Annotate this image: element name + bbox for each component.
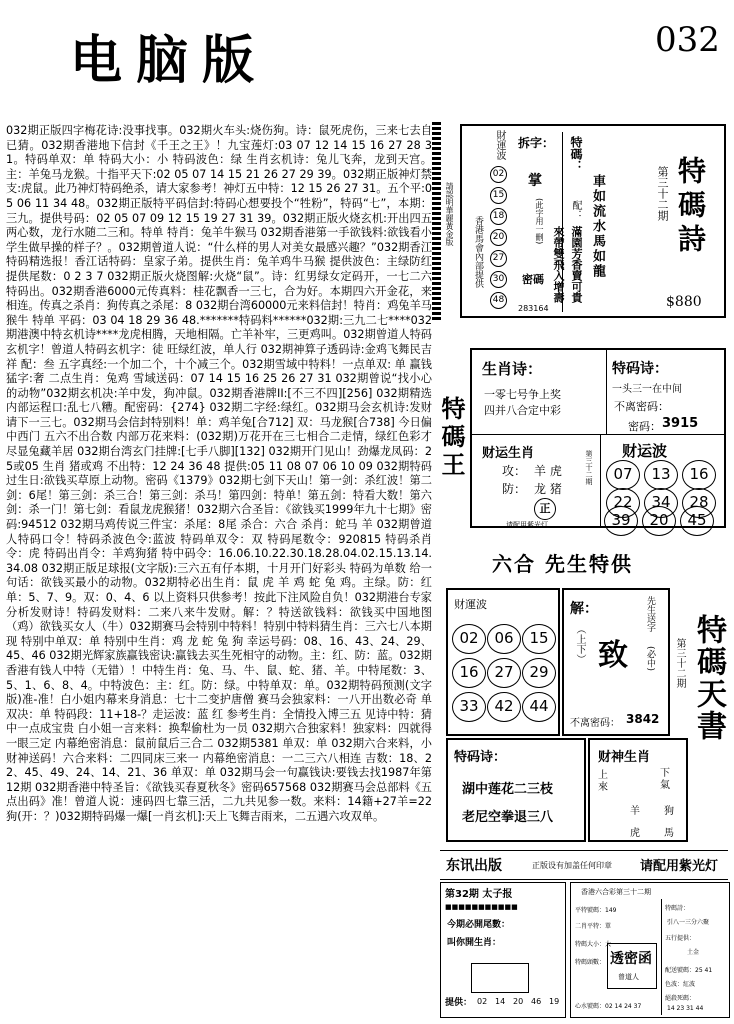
secret-code: 3842 bbox=[626, 712, 660, 726]
touming-row: 二肖平特：單 bbox=[575, 923, 612, 930]
bo-number: 02 bbox=[452, 624, 486, 654]
bo-number: 06 bbox=[487, 624, 521, 654]
gong-value: 羊 虎 bbox=[534, 464, 562, 478]
poem-line-2: 滿園芳香賣可貴 bbox=[570, 226, 583, 303]
touming-right-row: 特碼詩： bbox=[665, 905, 690, 912]
bo-number: 15 bbox=[490, 187, 507, 204]
touming-sub-label: 曾道人 bbox=[618, 973, 639, 981]
liuhe-jie-frame bbox=[562, 588, 670, 736]
temashi-line: 一头三一在中间 bbox=[612, 384, 682, 395]
taizi-bao bbox=[440, 882, 566, 1018]
liuhe-banner: 六合 先生特供 bbox=[492, 552, 633, 576]
gong-label: 攻： bbox=[502, 464, 527, 478]
poem-line-1: 車如流水馬如龍 bbox=[590, 174, 605, 279]
xianshou-label: 先生送字 bbox=[645, 596, 655, 632]
side-strip-pattern bbox=[432, 122, 441, 320]
price: $880 bbox=[666, 294, 702, 310]
bo-number: 13 bbox=[644, 460, 678, 490]
bo-number: 18 bbox=[490, 208, 507, 225]
taizi-number: 20 bbox=[513, 997, 524, 1006]
bo-number: 07 bbox=[606, 460, 640, 490]
divider bbox=[600, 434, 601, 526]
bottom-label: 下 bbox=[660, 768, 670, 779]
taizi-number: 14 bbox=[495, 997, 506, 1006]
temashi-label: 特码诗： bbox=[612, 361, 668, 377]
caiyun-bo-title: 财运波 bbox=[622, 442, 668, 460]
tema-wang-section bbox=[432, 340, 728, 530]
tema-label: 特碼： bbox=[569, 136, 583, 172]
zhezi-label: 拆字： bbox=[518, 136, 555, 150]
secret-label: 不离密码： bbox=[614, 400, 669, 413]
taizi-number: 46 bbox=[531, 997, 542, 1006]
bo-number: 33 bbox=[452, 692, 486, 722]
bo-number: 16 bbox=[682, 460, 716, 490]
zhezi-hint: (此字用一刪) bbox=[535, 198, 544, 245]
bo-number: 15 bbox=[522, 624, 556, 654]
bo-number: 44 bbox=[522, 692, 556, 722]
bo-number: 02 bbox=[490, 166, 507, 183]
bo-number: 20 bbox=[490, 229, 507, 246]
touming-right-row: 14 23 31 44 bbox=[667, 1005, 704, 1012]
touming-box bbox=[607, 943, 657, 989]
bo-number: 16 bbox=[452, 658, 486, 688]
xianshou-sub: (必中) bbox=[645, 646, 655, 672]
touming-big-label: 透密函 bbox=[610, 951, 652, 967]
caiyun-bo-label: 财運波 bbox=[454, 598, 487, 611]
bo-number: 34 bbox=[644, 488, 678, 518]
secret-label: 不离密码： bbox=[570, 718, 620, 729]
touming-han bbox=[570, 882, 730, 1018]
fang-value: 龙 猪 bbox=[534, 482, 562, 496]
touming-right-row: 五行提供： bbox=[665, 935, 696, 942]
animal: 馬 bbox=[664, 828, 674, 839]
side-strip-text: 請認明華麗黃金版 bbox=[445, 182, 454, 246]
bo-number: 30 bbox=[490, 271, 507, 288]
jie-sub: （上下） bbox=[574, 624, 585, 664]
touming-right-row: 配送號碼：25 41 bbox=[665, 967, 713, 974]
code-label: 密码： bbox=[628, 420, 661, 433]
footer-banner bbox=[440, 850, 728, 880]
touming-row: 心水號碼：02 14 24 37 bbox=[575, 1003, 642, 1010]
temashi-line-1: 湖中莲花二三枝 bbox=[462, 782, 554, 797]
animal: 狗 bbox=[664, 806, 674, 817]
animal: 虎 bbox=[630, 828, 640, 839]
bo-number: 28 bbox=[682, 488, 716, 518]
divider bbox=[472, 434, 724, 435]
touming-row: 平特號碼：149 bbox=[575, 907, 617, 914]
animal: 羊 bbox=[630, 806, 640, 817]
temashi-label: 特码诗： bbox=[454, 750, 507, 765]
main-text-column: 032期正版四字梅花诗:没事找事。032期火车头:烧伤狗。诗：鼠死虎伤，三来七去自已猜。032期香港地下信封《千王之王》！九宝莲灯:03 07 12 14 15 16 27 28 31。特码单双：单 特码大小：小 特码波色：绿 生肖玄机诗：兔儿飞奔，龙到天宫。主：羊兔马龙猴。十指平天下:02 05 07 14 15 21 26 27 29 39。032期正版神灯禁支:虎鼠。此乃神灯特码绝杀，请大家参考！神灯五中特：12 15 26 27 31。五个平:05 06 11 34 48。032期正版特平码信封:特码心想要投个“牲粉”，特码“七”，本期：三九。提供号码：02 05 07 09 12 15 19 27 31 39。032期正版火烧玄机:开出四五两心数，龙行水随二三和。特单 特肖：兔羊牛猴马 032期香港第一手欲钱料:欲钱看小学生做早操的样子？。032期曾道人说：“什么样的男人对美女最感兴趣？”032期香江特码精选报！香江话特码：皇家子弟。提供生肖：兔羊鸡牛马猴 提供波色：主绿防红 提供尾数：0 2 3 7 032期正版火烧图解:火烧“鼠”。诗：红男绿女定码开，一七二六特码出。032期香港6000元传真料：桂花飘香一三七，合为好。本期四六开金花，来相连。传真之杀肖：狗传真之杀尾：8 032期台湾60000元来料信封！特肖：鸡兔羊马猴牛 特单 平码：03 04 18 29 36 48.*******特码料******032期:三九二七****032期港澳中特玄机诗****龙虎相腾，天地相隔。亡羊补牢，三更鸡叫。032期曾道人特码玄机字！曾道人特码玄机字：徒 旺绿红波，单人行 032期神算子透码诗:金鸡飞舞民吉祥 配：叁 五字真经:一个加二个，十个减三个。032期雪域中特料！一点单双: 单 赢钱猛字:奢 二点生肖：兔鸡 雪域送码：07 14 15 16 25 26 27 31 032期曾说“找小心的动物”032期玄机决:羊中发，狗冲鼠。032期香港牌II:[不三不四][256] 032期精选内部运程口:乱七八糟。配密码：{274} 032期二字经:绿红。032期马会玄机诗:发财请下一三七。032期马会信封特别料！单：鸡羊兔[合712] 双：马龙猴[合738] 今日偏中西门 五六不出合数 内部万花来料：(032期)万花开在三七相合二走情，绿红色彩才尽显兔藏羊居 032期台湾玄门挂牌:[七手八脚][132] 032期开门见山！劲爆龙凤码：25或05 生肖 猪或鸡 不出特：12 24 36 48 提供:05 11 08 07 06 10 09 032期特码过生日:欲钱买草原上动物。密码《1379》032期七剑下天山！第一剑：杀红波！第二剑：6尾！第三剑：杀三合！第三剑：杀马！第四剑：特单！第五剑：特看大数！第六剑：杀一门！第七剑：看鼠龙虎猴猪！032期六合圣旨：《欲钱买1999年九十七期》密码:94512 032期马鸡传说三件宝：杀尾：8尾 杀合：六合 杀肖：蛇马 羊 032期曾道人特码口令！特码杀波色令:蓝波 特码单双令：双 特码尾数令：920815 特码杀肖令：虎 特码出肖令：羊鸡狗猪 特中码令：16.06.10.22.30.18.28.04.02.15.13.14.34.08 032期正版足球报(文字版):三六五有仔本期，十月开门好彩头 特码为单数 给一句话：欲钱买最小的动物。032期特必出生肖：鼠 虎 羊 鸡 蛇 兔 鸡。主绿。防：红 单：5、7、9。双：0、4、6 以上资料只供参考！按此下注风险自负！032期港台专家分析发财诗！特码发财料：二来八来牛发财。解：？特送欲钱料：欲钱买中国地图（鸡）欲钱买女人（牛）032期赛马会特别中特料！特别中特料猜生肖：三六七八本期现 特别中单双：单 特别中生肖：鸡 龙 蛇 兔 狗 幸运号码：08、16、43、24、29、45、46 032期光辉家族赢钱密诀:赢钱去买生死相守的动物。主：红、防：蓝。032期香港有钱人中特（无错）！中特生肖：兔、马、牛、鼠、蛇、猪、羊。中特尾数：3、5、1、6、8、4。中特波色：主：红。防：绿。中特单双：单。032期特码预测(文字版)准-准！白小姐内幕来身消息：七十二变护唐僧 赛马会独家料：一八开出数必奇 单双决：单 特码段：11+18-？走运波：蓝 红 参考生肖：全情投入博三五 见诗中特：猜中一点成宝贵 白小姐一言来料：换犁偷杜为一员 032期六合独家料！独家料：四就得一眼三定 内幕绝密消息：鼠前鼠后三合二 032期5381 单双：单 032期六合来料，小财神送码！六合来料：二四同床三来一 内幕绝密消息：一二三六八相连 吉数：18、22、45、49、24、14、21、36 单双：单 032期马会一句赢钱诀:要钱去找1987年第12期 032期香港中特圣旨：《欲钱买春夏秋冬》密码657568 032期赛马会总部料《五点出码》准！曾道人说：速码四七靠三活，二九共见参一数。来料：14籍+27羊=22狗(开：？)032期特码爆一爆[一肖玄机]:天上飞舞吉雨来，二五遇六攻双单。 bbox=[6, 124, 432, 823]
tema-wang-title: 特碼王 bbox=[437, 396, 466, 480]
tema-shi-section bbox=[432, 122, 728, 320]
bo-number: 27 bbox=[487, 658, 521, 688]
jie-char: 致 bbox=[598, 638, 628, 673]
bo-number: 29 bbox=[522, 658, 556, 688]
caiyun-bo-numbers bbox=[490, 166, 510, 316]
tema-shi-title: 特碼詩 bbox=[674, 156, 707, 258]
bottom-value: 氣 bbox=[660, 780, 670, 791]
poem-line-3: 來帶雙飛入增壽 bbox=[552, 226, 565, 303]
taizi-number: 19 bbox=[549, 997, 560, 1006]
touming-row: 特碼大小：大 bbox=[575, 941, 612, 948]
liuhe-temashi-frame bbox=[446, 738, 586, 842]
shengxiao-line-1: 一零七号争上奖 bbox=[484, 388, 561, 401]
fang-label: 防： bbox=[502, 482, 527, 496]
touming-header: 香港六合彩第三十二期 bbox=[581, 888, 651, 896]
taizi-line: 今期必開尾數： bbox=[447, 920, 511, 930]
zhezi-char: 掌 bbox=[528, 173, 542, 189]
issue-strip: 第三十二期 bbox=[585, 450, 593, 485]
pei-label: 配： bbox=[570, 200, 581, 220]
bo-number: 39 bbox=[604, 506, 638, 536]
touming-row: 特碼頭數： bbox=[575, 959, 606, 966]
touming-right-row: 引八一三分六聚 bbox=[667, 919, 710, 926]
touming-right-row: 色波：紅波 bbox=[665, 981, 696, 988]
touming-right-row: 土金 bbox=[687, 949, 700, 956]
liuhe-caishen-frame bbox=[588, 738, 688, 842]
code-value: 3915 bbox=[662, 416, 699, 431]
issue-label: 第三十二期 bbox=[656, 166, 669, 221]
divider bbox=[606, 350, 607, 434]
bo-number: 27 bbox=[490, 250, 507, 267]
shengxiao-shi-label: 生肖诗： bbox=[482, 360, 543, 378]
taizi-line: 提供： bbox=[445, 998, 473, 1008]
issue-label: 第三十二期 bbox=[674, 638, 685, 688]
footer-right: 请配用紫光灯 bbox=[640, 859, 719, 874]
tema-tianshu-title: 特碼天書 bbox=[691, 614, 726, 742]
bo-number: 45 bbox=[680, 506, 714, 536]
phone-number: 283164 bbox=[518, 304, 549, 313]
footer-note: 请配用紫光灯 bbox=[506, 521, 548, 529]
bo-number: 48 bbox=[490, 292, 507, 309]
publisher: 香港馬會內部提供 bbox=[473, 216, 483, 288]
liuhe-bo-frame bbox=[446, 588, 560, 736]
caiyun-bo-label: 財運波 bbox=[494, 130, 505, 160]
top-label: 上 bbox=[598, 770, 608, 781]
tema-wang-frame bbox=[470, 348, 726, 528]
divider bbox=[661, 899, 662, 1015]
taizi-line: 叫你開生肖： bbox=[447, 938, 502, 948]
taizi-number: 02 bbox=[477, 997, 488, 1006]
page-title: 电脑版 bbox=[70, 30, 269, 91]
taizi-line: ■■■■■■■■■■■ bbox=[445, 903, 518, 911]
stamp: 正 bbox=[534, 498, 556, 520]
taizi-image bbox=[471, 963, 529, 993]
tema-shi-frame bbox=[460, 124, 726, 318]
zhezi-code: 密碼 bbox=[522, 273, 544, 286]
shengxiao-line-2: 四并八合定中彩 bbox=[484, 404, 561, 417]
bo-number: 20 bbox=[642, 506, 676, 536]
temashi-line-2: 老尼空拳退三八 bbox=[462, 810, 554, 825]
bo-number: 22 bbox=[606, 488, 640, 518]
jie-label: 解： bbox=[570, 601, 598, 617]
bo-number: 42 bbox=[487, 692, 521, 722]
touming-right-row: 絕殺死碼： bbox=[665, 995, 696, 1002]
caiyun-shengxiao: 财运生肖 bbox=[482, 446, 535, 461]
liuhe-section bbox=[436, 582, 728, 846]
top-value: 來 bbox=[598, 782, 608, 793]
footer-left: 东讯出版 bbox=[446, 858, 502, 874]
footer-middle: 正版设有加盖任何印章 bbox=[532, 861, 612, 870]
page-number: 032 bbox=[655, 20, 720, 60]
caishen-label: 财神生肖 bbox=[598, 750, 651, 765]
taizi-header: 第32期 太子报 bbox=[445, 889, 513, 900]
